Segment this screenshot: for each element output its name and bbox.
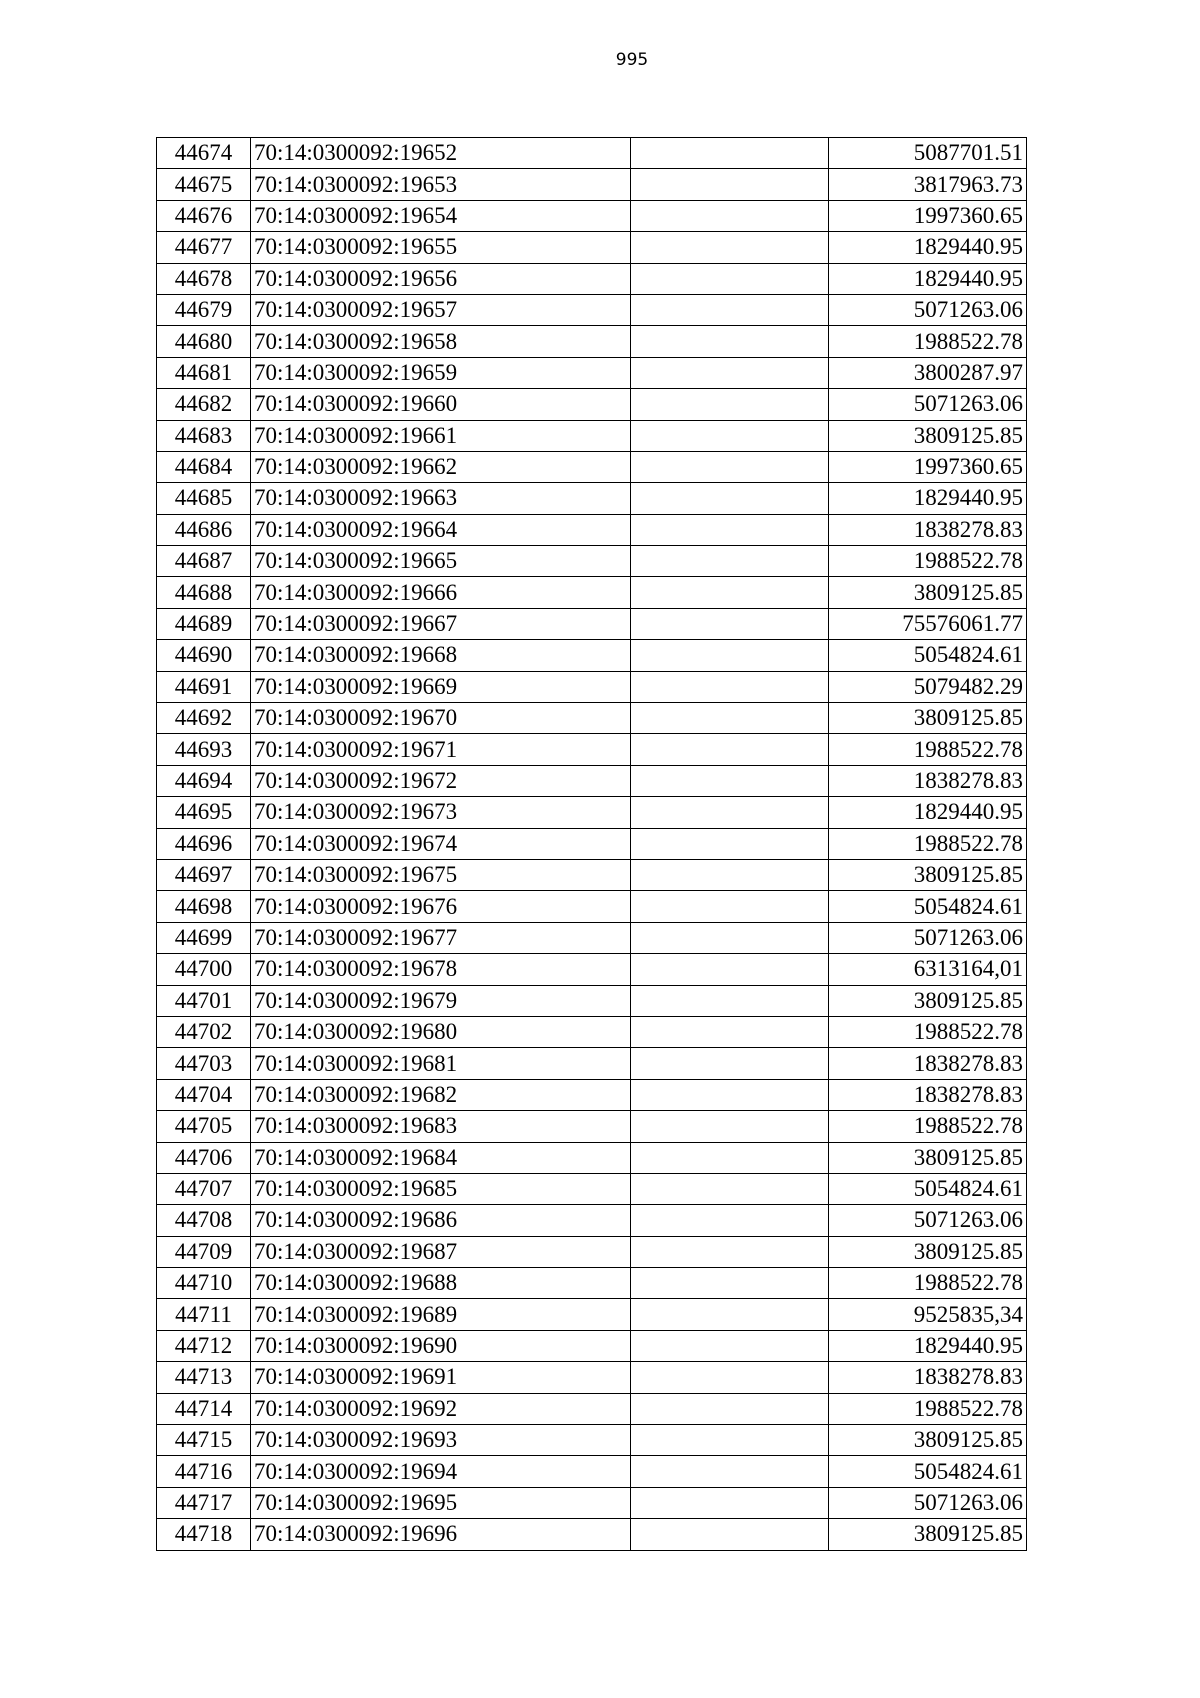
row-number-cell: 44703 bbox=[157, 1048, 251, 1079]
description-cell bbox=[631, 1205, 829, 1236]
table-row bbox=[157, 671, 1027, 702]
description-cell bbox=[631, 985, 829, 1016]
cadastral-number-cell: 70:14:0300092:19685 bbox=[251, 1173, 631, 1204]
cadastral-value-cell: 9525835,34 bbox=[829, 1299, 1027, 1330]
cadastral-number-cell: 70:14:0300092:19652 bbox=[251, 138, 631, 169]
table-row bbox=[157, 1016, 1027, 1047]
cadastral-value-cell: 1988522.78 bbox=[829, 734, 1027, 765]
table-row bbox=[157, 169, 1027, 200]
cadastral-value-cell: 1988522.78 bbox=[829, 1268, 1027, 1299]
cadastral-number-cell: 70:14:0300092:19692 bbox=[251, 1393, 631, 1424]
table-row bbox=[157, 734, 1027, 765]
row-number-cell: 44707 bbox=[157, 1173, 251, 1204]
cadastral-value-cell: 3800287.97 bbox=[829, 357, 1027, 388]
cadastral-number-cell: 70:14:0300092:19661 bbox=[251, 420, 631, 451]
row-number-cell: 44706 bbox=[157, 1142, 251, 1173]
table-row bbox=[157, 389, 1027, 420]
table-row bbox=[157, 891, 1027, 922]
row-number-cell: 44714 bbox=[157, 1393, 251, 1424]
description-cell bbox=[631, 232, 829, 263]
cadastral-number-cell: 70:14:0300092:19690 bbox=[251, 1330, 631, 1361]
row-number-cell: 44698 bbox=[157, 891, 251, 922]
cadastral-number-cell: 70:14:0300092:19672 bbox=[251, 765, 631, 796]
table-row bbox=[157, 577, 1027, 608]
row-number-cell: 44711 bbox=[157, 1299, 251, 1330]
cadastral-value-cell: 3809125.85 bbox=[829, 985, 1027, 1016]
cadastral-number-cell: 70:14:0300092:19677 bbox=[251, 922, 631, 953]
description-cell bbox=[631, 765, 829, 796]
cadastral-number-cell: 70:14:0300092:19676 bbox=[251, 891, 631, 922]
cadastral-value-cell: 1988522.78 bbox=[829, 1111, 1027, 1142]
cadastral-value-cell: 3817963.73 bbox=[829, 169, 1027, 200]
table-row bbox=[157, 608, 1027, 639]
table-row bbox=[157, 357, 1027, 388]
cadastral-number-cell: 70:14:0300092:19671 bbox=[251, 734, 631, 765]
table-row bbox=[157, 703, 1027, 734]
cadastral-number-cell: 70:14:0300092:19665 bbox=[251, 546, 631, 577]
description-cell bbox=[631, 1173, 829, 1204]
cadastral-value-cell: 1988522.78 bbox=[829, 1393, 1027, 1424]
cadastral-value-cell: 1838278.83 bbox=[829, 1362, 1027, 1393]
description-cell bbox=[631, 1079, 829, 1110]
table-row bbox=[157, 1393, 1027, 1424]
cadastral-number-cell: 70:14:0300092:19681 bbox=[251, 1048, 631, 1079]
cadastral-value-cell: 1838278.83 bbox=[829, 1048, 1027, 1079]
cadastral-value-cell: 5054824.61 bbox=[829, 1456, 1027, 1487]
cadastral-number-cell: 70:14:0300092:19667 bbox=[251, 608, 631, 639]
cadastral-value-cell: 1829440.95 bbox=[829, 1330, 1027, 1361]
row-number-cell: 44691 bbox=[157, 671, 251, 702]
description-cell bbox=[631, 640, 829, 671]
cadastral-value-cell: 1838278.83 bbox=[829, 765, 1027, 796]
description-cell bbox=[631, 922, 829, 953]
description-cell bbox=[631, 577, 829, 608]
cadastral-value-cell: 3809125.85 bbox=[829, 1425, 1027, 1456]
description-cell bbox=[631, 828, 829, 859]
row-number-cell: 44716 bbox=[157, 1456, 251, 1487]
description-cell bbox=[631, 1425, 829, 1456]
table-row bbox=[157, 200, 1027, 231]
table-row bbox=[157, 294, 1027, 325]
row-number-cell: 44710 bbox=[157, 1268, 251, 1299]
row-number-cell: 44688 bbox=[157, 577, 251, 608]
cadastral-value-cell: 3809125.85 bbox=[829, 1519, 1027, 1550]
cadastral-value-cell: 5071263.06 bbox=[829, 1487, 1027, 1518]
row-number-cell: 44676 bbox=[157, 200, 251, 231]
row-number-cell: 44712 bbox=[157, 1330, 251, 1361]
cadastral-number-cell: 70:14:0300092:19673 bbox=[251, 797, 631, 828]
row-number-cell: 44694 bbox=[157, 765, 251, 796]
cadastral-value-cell: 1997360.65 bbox=[829, 451, 1027, 482]
cadastral-number-cell: 70:14:0300092:19662 bbox=[251, 451, 631, 482]
description-cell bbox=[631, 1299, 829, 1330]
row-number-cell: 44696 bbox=[157, 828, 251, 859]
description-cell bbox=[631, 1393, 829, 1424]
table-row bbox=[157, 138, 1027, 169]
row-number-cell: 44699 bbox=[157, 922, 251, 953]
description-cell bbox=[631, 169, 829, 200]
cadastral-value-cell: 3809125.85 bbox=[829, 1142, 1027, 1173]
row-number-cell: 44715 bbox=[157, 1425, 251, 1456]
cadastral-number-cell: 70:14:0300092:19658 bbox=[251, 326, 631, 357]
table-row bbox=[157, 1142, 1027, 1173]
cadastral-number-cell: 70:14:0300092:19682 bbox=[251, 1079, 631, 1110]
row-number-cell: 44683 bbox=[157, 420, 251, 451]
row-number-cell: 44685 bbox=[157, 483, 251, 514]
cadastral-value-cell: 3809125.85 bbox=[829, 859, 1027, 890]
table-row bbox=[157, 1425, 1027, 1456]
cadastral-value-cell: 1988522.78 bbox=[829, 546, 1027, 577]
row-number-cell: 44717 bbox=[157, 1487, 251, 1518]
table-row bbox=[157, 1456, 1027, 1487]
cadastral-value-cell: 5054824.61 bbox=[829, 891, 1027, 922]
table-row bbox=[157, 1487, 1027, 1518]
row-number-cell: 44704 bbox=[157, 1079, 251, 1110]
table-row bbox=[157, 922, 1027, 953]
row-number-cell: 44682 bbox=[157, 389, 251, 420]
cadastral-number-cell: 70:14:0300092:19669 bbox=[251, 671, 631, 702]
table-row bbox=[157, 1299, 1027, 1330]
cadastral-value-cell: 1997360.65 bbox=[829, 200, 1027, 231]
cadastral-number-cell: 70:14:0300092:19668 bbox=[251, 640, 631, 671]
row-number-cell: 44713 bbox=[157, 1362, 251, 1393]
row-number-cell: 44690 bbox=[157, 640, 251, 671]
cadastral-value-cell: 1838278.83 bbox=[829, 1079, 1027, 1110]
table-row bbox=[157, 765, 1027, 796]
description-cell bbox=[631, 1330, 829, 1361]
cadastral-number-cell: 70:14:0300092:19675 bbox=[251, 859, 631, 890]
table-row bbox=[157, 1519, 1027, 1550]
description-cell bbox=[631, 1111, 829, 1142]
cadastral-value-cell: 5087701.51 bbox=[829, 138, 1027, 169]
description-cell bbox=[631, 891, 829, 922]
row-number-cell: 44679 bbox=[157, 294, 251, 325]
cadastral-number-cell: 70:14:0300092:19679 bbox=[251, 985, 631, 1016]
cadastral-number-cell: 70:14:0300092:19678 bbox=[251, 954, 631, 985]
cadastral-number-cell: 70:14:0300092:19674 bbox=[251, 828, 631, 859]
table-row bbox=[157, 1048, 1027, 1079]
description-cell bbox=[631, 954, 829, 985]
description-cell bbox=[631, 326, 829, 357]
table-body bbox=[157, 138, 1027, 1551]
description-cell bbox=[631, 200, 829, 231]
description-cell bbox=[631, 294, 829, 325]
description-cell bbox=[631, 797, 829, 828]
cadastral-number-cell: 70:14:0300092:19653 bbox=[251, 169, 631, 200]
cadastral-number-cell: 70:14:0300092:19664 bbox=[251, 514, 631, 545]
cadastral-number-cell: 70:14:0300092:19687 bbox=[251, 1236, 631, 1267]
cadastral-value-cell: 6313164,01 bbox=[829, 954, 1027, 985]
cadastral-number-cell: 70:14:0300092:19694 bbox=[251, 1456, 631, 1487]
description-cell bbox=[631, 703, 829, 734]
table-row bbox=[157, 263, 1027, 294]
row-number-cell: 44687 bbox=[157, 546, 251, 577]
description-cell bbox=[631, 138, 829, 169]
description-cell bbox=[631, 1142, 829, 1173]
cadastral-number-cell: 70:14:0300092:19654 bbox=[251, 200, 631, 231]
row-number-cell: 44678 bbox=[157, 263, 251, 294]
row-number-cell: 44697 bbox=[157, 859, 251, 890]
cadastral-value-cell: 1988522.78 bbox=[829, 1016, 1027, 1047]
cadastral-value-cell: 3809125.85 bbox=[829, 577, 1027, 608]
row-number-cell: 44686 bbox=[157, 514, 251, 545]
table-row bbox=[157, 859, 1027, 890]
cadastral-number-cell: 70:14:0300092:19689 bbox=[251, 1299, 631, 1330]
cadastral-number-cell: 70:14:0300092:19683 bbox=[251, 1111, 631, 1142]
cadastral-number-cell: 70:14:0300092:19684 bbox=[251, 1142, 631, 1173]
description-cell bbox=[631, 546, 829, 577]
description-cell bbox=[631, 357, 829, 388]
cadastral-number-cell: 70:14:0300092:19680 bbox=[251, 1016, 631, 1047]
description-cell bbox=[631, 608, 829, 639]
row-number-cell: 44700 bbox=[157, 954, 251, 985]
cadastral-value-cell: 1988522.78 bbox=[829, 326, 1027, 357]
row-number-cell: 44680 bbox=[157, 326, 251, 357]
row-number-cell: 44675 bbox=[157, 169, 251, 200]
table-row bbox=[157, 828, 1027, 859]
table-row bbox=[157, 232, 1027, 263]
table-row bbox=[157, 420, 1027, 451]
cadastral-number-cell: 70:14:0300092:19691 bbox=[251, 1362, 631, 1393]
table-row bbox=[157, 514, 1027, 545]
description-cell bbox=[631, 734, 829, 765]
cadastral-value-cell: 1829440.95 bbox=[829, 797, 1027, 828]
cadastral-value-cell: 5071263.06 bbox=[829, 1205, 1027, 1236]
row-number-cell: 44684 bbox=[157, 451, 251, 482]
table-row bbox=[157, 640, 1027, 671]
table-row bbox=[157, 1330, 1027, 1361]
description-cell bbox=[631, 514, 829, 545]
table-row bbox=[157, 326, 1027, 357]
cadastral-number-cell: 70:14:0300092:19666 bbox=[251, 577, 631, 608]
table-row bbox=[157, 1111, 1027, 1142]
row-number-cell: 44709 bbox=[157, 1236, 251, 1267]
description-cell bbox=[631, 1048, 829, 1079]
description-cell bbox=[631, 1016, 829, 1047]
cadastral-number-cell: 70:14:0300092:19657 bbox=[251, 294, 631, 325]
cadastral-value-cell: 1829440.95 bbox=[829, 232, 1027, 263]
description-cell bbox=[631, 1519, 829, 1550]
description-cell bbox=[631, 1236, 829, 1267]
cadastral-number-cell: 70:14:0300092:19686 bbox=[251, 1205, 631, 1236]
cadastral-value-cell: 3809125.85 bbox=[829, 420, 1027, 451]
description-cell bbox=[631, 420, 829, 451]
page-number: 995 bbox=[615, 50, 649, 70]
table-row bbox=[157, 483, 1027, 514]
description-cell bbox=[631, 263, 829, 294]
row-number-cell: 44674 bbox=[157, 138, 251, 169]
row-number-cell: 44718 bbox=[157, 1519, 251, 1550]
cadastral-value-cell: 1829440.95 bbox=[829, 263, 1027, 294]
cadastral-number-cell: 70:14:0300092:19660 bbox=[251, 389, 631, 420]
table-row bbox=[157, 1079, 1027, 1110]
cadastral-value-cell: 5054824.61 bbox=[829, 640, 1027, 671]
row-number-cell: 44708 bbox=[157, 1205, 251, 1236]
description-cell bbox=[631, 1268, 829, 1299]
table-row bbox=[157, 797, 1027, 828]
row-number-cell: 44689 bbox=[157, 608, 251, 639]
cadastral-value-cell: 5079482.29 bbox=[829, 671, 1027, 702]
cadastral-number-cell: 70:14:0300092:19695 bbox=[251, 1487, 631, 1518]
cadastral-number-cell: 70:14:0300092:19688 bbox=[251, 1268, 631, 1299]
row-number-cell: 44702 bbox=[157, 1016, 251, 1047]
description-cell bbox=[631, 483, 829, 514]
table-row bbox=[157, 1362, 1027, 1393]
table-row bbox=[157, 1173, 1027, 1204]
description-cell bbox=[631, 671, 829, 702]
description-cell bbox=[631, 1487, 829, 1518]
description-cell bbox=[631, 451, 829, 482]
cadastral-value-cell: 1838278.83 bbox=[829, 514, 1027, 545]
cadastral-value-cell: 1988522.78 bbox=[829, 828, 1027, 859]
cadastral-value-cell: 5054824.61 bbox=[829, 1173, 1027, 1204]
row-number-cell: 44693 bbox=[157, 734, 251, 765]
table-row bbox=[157, 1236, 1027, 1267]
table-row bbox=[157, 954, 1027, 985]
row-number-cell: 44701 bbox=[157, 985, 251, 1016]
row-number-cell: 44695 bbox=[157, 797, 251, 828]
row-number-cell: 44677 bbox=[157, 232, 251, 263]
table-row bbox=[157, 1205, 1027, 1236]
cadastral-value-cell: 1829440.95 bbox=[829, 483, 1027, 514]
cadastral-number-cell: 70:14:0300092:19693 bbox=[251, 1425, 631, 1456]
cadastral-number-cell: 70:14:0300092:19655 bbox=[251, 232, 631, 263]
cadastral-number-cell: 70:14:0300092:19696 bbox=[251, 1519, 631, 1550]
cadastral-number-cell: 70:14:0300092:19656 bbox=[251, 263, 631, 294]
row-number-cell: 44705 bbox=[157, 1111, 251, 1142]
description-cell bbox=[631, 859, 829, 890]
cadastral-value-cell: 75576061.77 bbox=[829, 608, 1027, 639]
table-row bbox=[157, 985, 1027, 1016]
cadastral-value-table bbox=[156, 137, 1027, 1551]
table-row bbox=[157, 1268, 1027, 1299]
description-cell bbox=[631, 389, 829, 420]
cadastral-number-cell: 70:14:0300092:19663 bbox=[251, 483, 631, 514]
cadastral-value-cell: 3809125.85 bbox=[829, 703, 1027, 734]
row-number-cell: 44692 bbox=[157, 703, 251, 734]
cadastral-number-cell: 70:14:0300092:19659 bbox=[251, 357, 631, 388]
cadastral-value-cell: 5071263.06 bbox=[829, 922, 1027, 953]
description-cell bbox=[631, 1362, 829, 1393]
row-number-cell: 44681 bbox=[157, 357, 251, 388]
description-cell bbox=[631, 1456, 829, 1487]
cadastral-value-cell: 5071263.06 bbox=[829, 389, 1027, 420]
cadastral-value-cell: 3809125.85 bbox=[829, 1236, 1027, 1267]
table-row bbox=[157, 451, 1027, 482]
cadastral-number-cell: 70:14:0300092:19670 bbox=[251, 703, 631, 734]
cadastral-value-cell: 5071263.06 bbox=[829, 294, 1027, 325]
table-row bbox=[157, 546, 1027, 577]
